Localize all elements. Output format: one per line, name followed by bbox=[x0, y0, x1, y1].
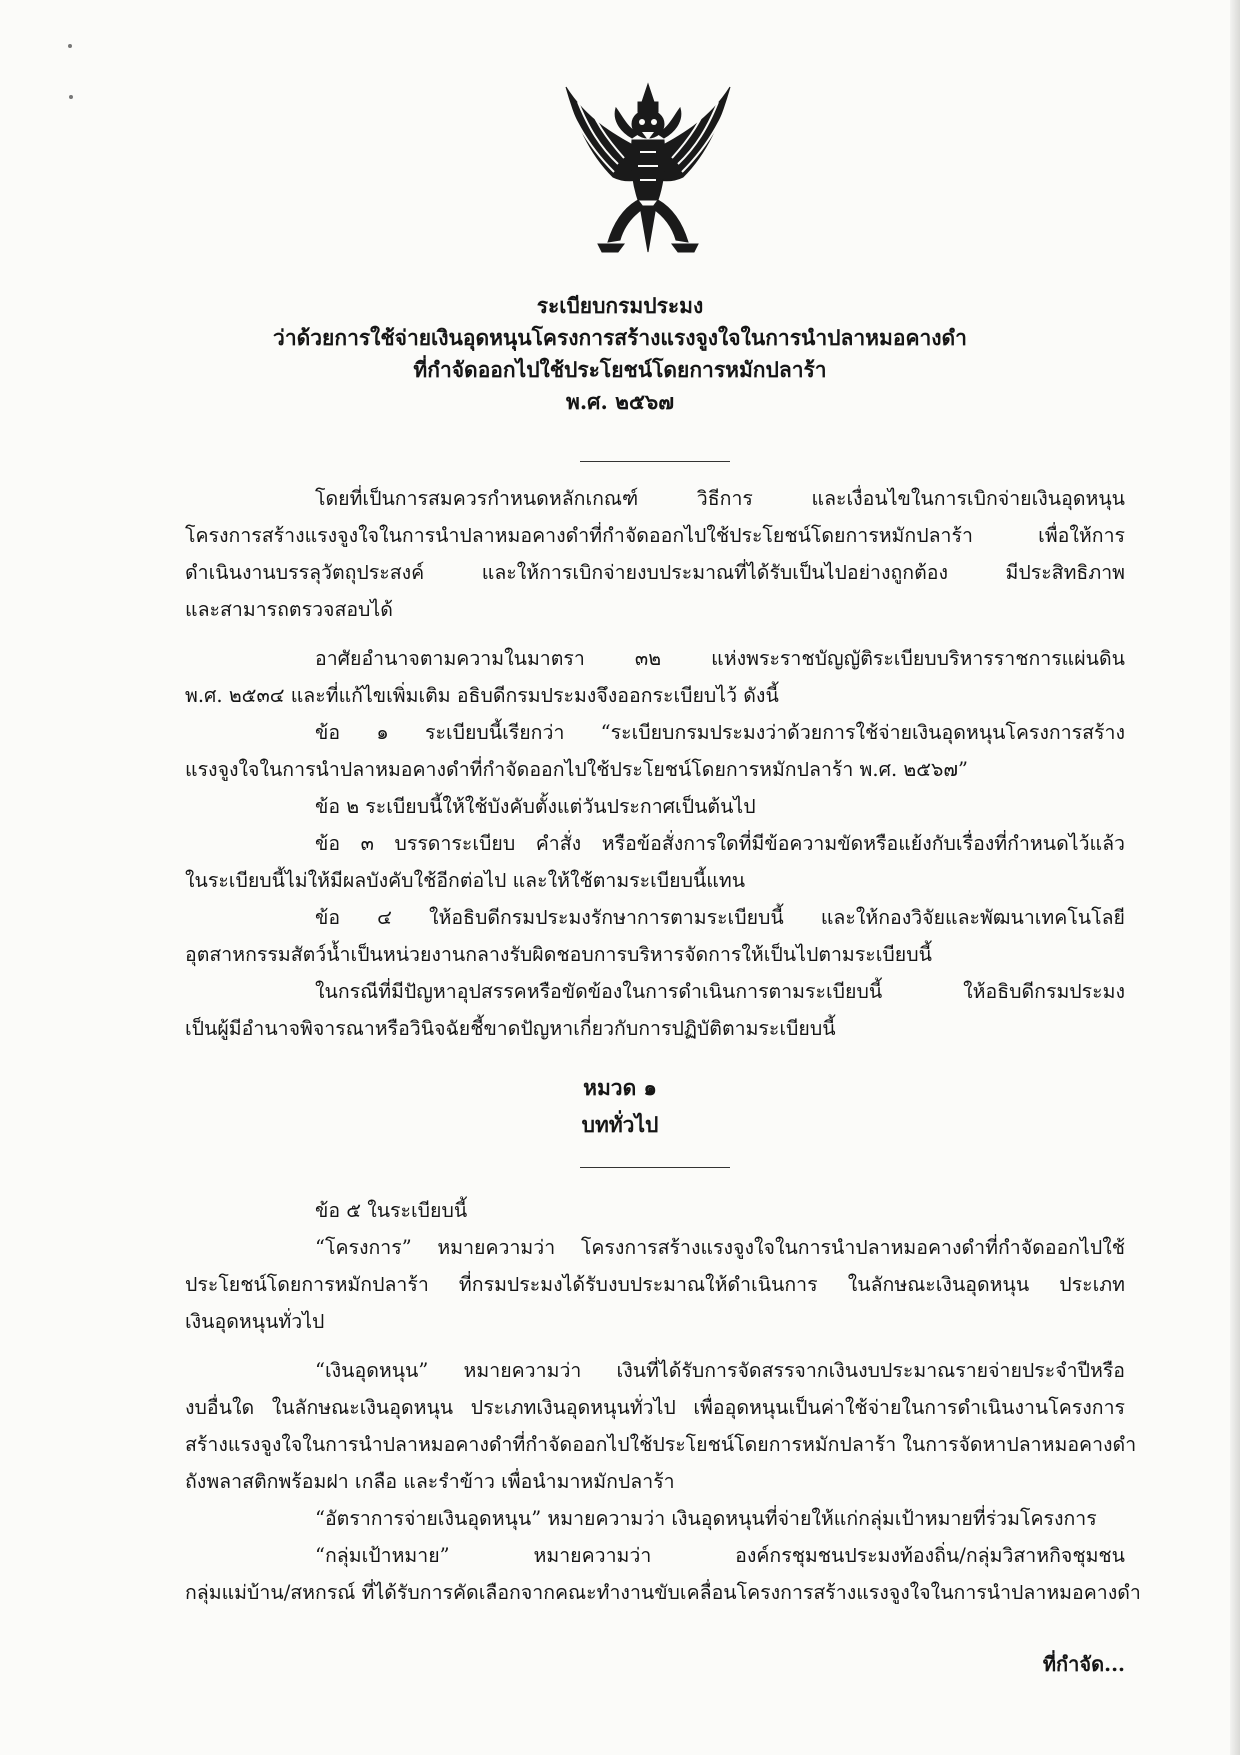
chapter-number: หมวด ๑ bbox=[583, 1075, 657, 1100]
chapter-title: บททั่วไป bbox=[581, 1112, 659, 1137]
definition-rate: “อัตราการจ่ายเงินอุดหนุน” หมายความว่า เงินอุดหนุนที่จ่ายให้แก่กลุ่มเป้าหมายที่ร่วมโครงการ bbox=[315, 1507, 1097, 1530]
document-title bbox=[0, 290, 1240, 418]
title-year: พ.ศ. ๒๕๖๗ bbox=[566, 389, 674, 414]
text-line: แรงจูงใจในการนำปลาหมอคางดำที่กำจัดออกไปใช้ประโยชน์โดยการหมักปลาร้า พ.ศ. ๒๕๖๗” bbox=[185, 758, 968, 781]
definition-target-group: “กลุ่มเป้าหมาย” หมายความว่า องค์กรชุมชนประมงท้องถิ่น/กลุ่มวิสาหกิจชุมชน bbox=[315, 1544, 1125, 1567]
text-line: ประโยชน์โดยการหมักปลาร้า ที่กรมประมงได้รับงบประมาณให้ดำเนินการ ในลักษณะเงินอุดหนุน ประเภท bbox=[185, 1273, 1125, 1296]
text-line: กลุ่มแม่บ้าน/สหกรณ์ ที่ได้รับการคัดเลือกจากคณะทำงานขับเคลื่อนโครงการสร้างแรงจูงใจในการนำปลาหมอคางดำ bbox=[185, 1581, 1141, 1604]
title-subject-line-2: ที่กำจัดออกไปใช้ประโยชน์โดยการหมักปลาร้า bbox=[413, 357, 827, 382]
text-line: สร้างแรงจูงใจในการนำปลาหมอคางดำที่กำจัดออกไปใช้ประโยชน์โดยการหมักปลาร้า ในการจัดหาปลาหมอคางดำ bbox=[185, 1433, 1137, 1456]
text-line: อุตสาหกรรมสัตว์น้ำเป็นหน่วยงานกลางรับผิดชอบการบริหารจัดการให้เป็นไปตามระเบียบนี้ bbox=[185, 943, 932, 966]
text-line: อาศัยอำนาจตามความในมาตรา ๓๒ แห่งพระราชบัญญัติระเบียบบริหารราชการแผ่นดิน bbox=[315, 647, 1125, 670]
chapter-divider bbox=[580, 1167, 730, 1168]
title-divider bbox=[580, 461, 730, 462]
text-line: งบอื่นใด ในลักษณะเงินอุดหนุน ประเภทเงินอุดหนุนทั่วไป เพื่ออุดหนุนเป็นค่าใช้จ่ายในการดำเนินงานโครงการ bbox=[185, 1396, 1125, 1419]
clause-2: ข้อ ๒ ระเบียบนี้ให้ใช้บังคับตั้งแต่วันประกาศเป็นต้นไป bbox=[315, 795, 756, 818]
text-line: พ.ศ. ๒๕๓๔ และที่แก้ไขเพิ่มเติม อธิบดีกรมประมงจึงออกระเบียบไว้ ดังนี้ bbox=[185, 684, 779, 707]
text-line: โครงการสร้างแรงจูงใจในการนำปลาหมอคางดำที่กำจัดออกไปใช้ประโยชน์โดยการหมักปลาร้า เพื่อให้การ bbox=[185, 524, 1125, 547]
text-line: เงินอุดหนุนทั่วไป bbox=[185, 1310, 325, 1333]
scan-speck bbox=[68, 44, 72, 48]
text-line: ถังพลาสติกพร้อมฝา เกลือ และรำข้าว เพื่อนำมาหมักปลาร้า bbox=[185, 1470, 675, 1493]
scan-speck bbox=[69, 95, 73, 99]
text-line: ในกรณีที่มีปัญหาอุปสรรคหรือขัดข้องในการดำเนินการตามระเบียบนี้ ให้อธิบดีกรมประมง bbox=[315, 980, 1125, 1003]
definition-project: “โครงการ” หมายความว่า โครงการสร้างแรงจูงใจในการนำปลาหมอคางดำที่กำจัดออกไปใช้ bbox=[315, 1236, 1125, 1259]
text-line: เป็นผู้มีอำนาจพิจารณาหรือวินิจฉัยชี้ขาดปัญหาเกี่ยวกับการปฏิบัติตามระเบียบนี้ bbox=[185, 1017, 836, 1040]
definition-subsidy: “เงินอุดหนุน” หมายความว่า เงินที่ได้รับการจัดสรรจากเงินงบประมาณรายจ่ายประจำปีหรือ bbox=[315, 1359, 1125, 1382]
garuda-emblem-icon bbox=[558, 82, 738, 254]
clause-4: ข้อ ๔ ให้อธิบดีกรมประมงรักษาการตามระเบียบนี้ และให้กองวิจัยและพัฒนาเทคโนโลยี bbox=[315, 906, 1125, 929]
text-line: ดำเนินงานบรรลุวัตถุประสงค์ และให้การเบิกจ่ายงบประมาณที่ได้รับเป็นไปอย่างถูกต้อง มีประสิทธิภาพ bbox=[185, 561, 1125, 584]
text-line: โดยที่เป็นการสมควรกำหนดหลักเกณฑ์ วิธีการ และเงื่อนไขในการเบิกจ่ายเงินอุดหนุน bbox=[315, 487, 1125, 510]
continuation-marker: ที่กำจัด... bbox=[1042, 1652, 1125, 1676]
title-issuer: ระเบียบกรมประมง bbox=[536, 293, 704, 318]
title-subject-line-1: ว่าด้วยการใช้จ่ายเงินอุดหนุนโครงการสร้างแรงจูงใจในการนำปลาหมอคางดำ bbox=[273, 325, 967, 350]
clause-5: ข้อ ๕ ในระเบียบนี้ bbox=[315, 1199, 468, 1222]
clause-1: ข้อ ๑ ระเบียบนี้เรียกว่า “ระเบียบกรมประมงว่าด้วยการใช้จ่ายเงินอุดหนุนโครงการสร้าง bbox=[315, 721, 1125, 744]
text-line: ในระเบียบนี้ไม่ให้มีผลบังคับใช้อีกต่อไป และให้ใช้ตามระเบียบนี้แทน bbox=[185, 869, 746, 892]
clause-3: ข้อ ๓ บรรดาระเบียบ คำสั่ง หรือข้อสั่งการใดที่มีข้อความขัดหรือแย้งกับเรื่องที่กำหนดไว้แล้ว bbox=[315, 832, 1125, 855]
text-line: และสามารถตรวจสอบได้ bbox=[185, 598, 393, 621]
